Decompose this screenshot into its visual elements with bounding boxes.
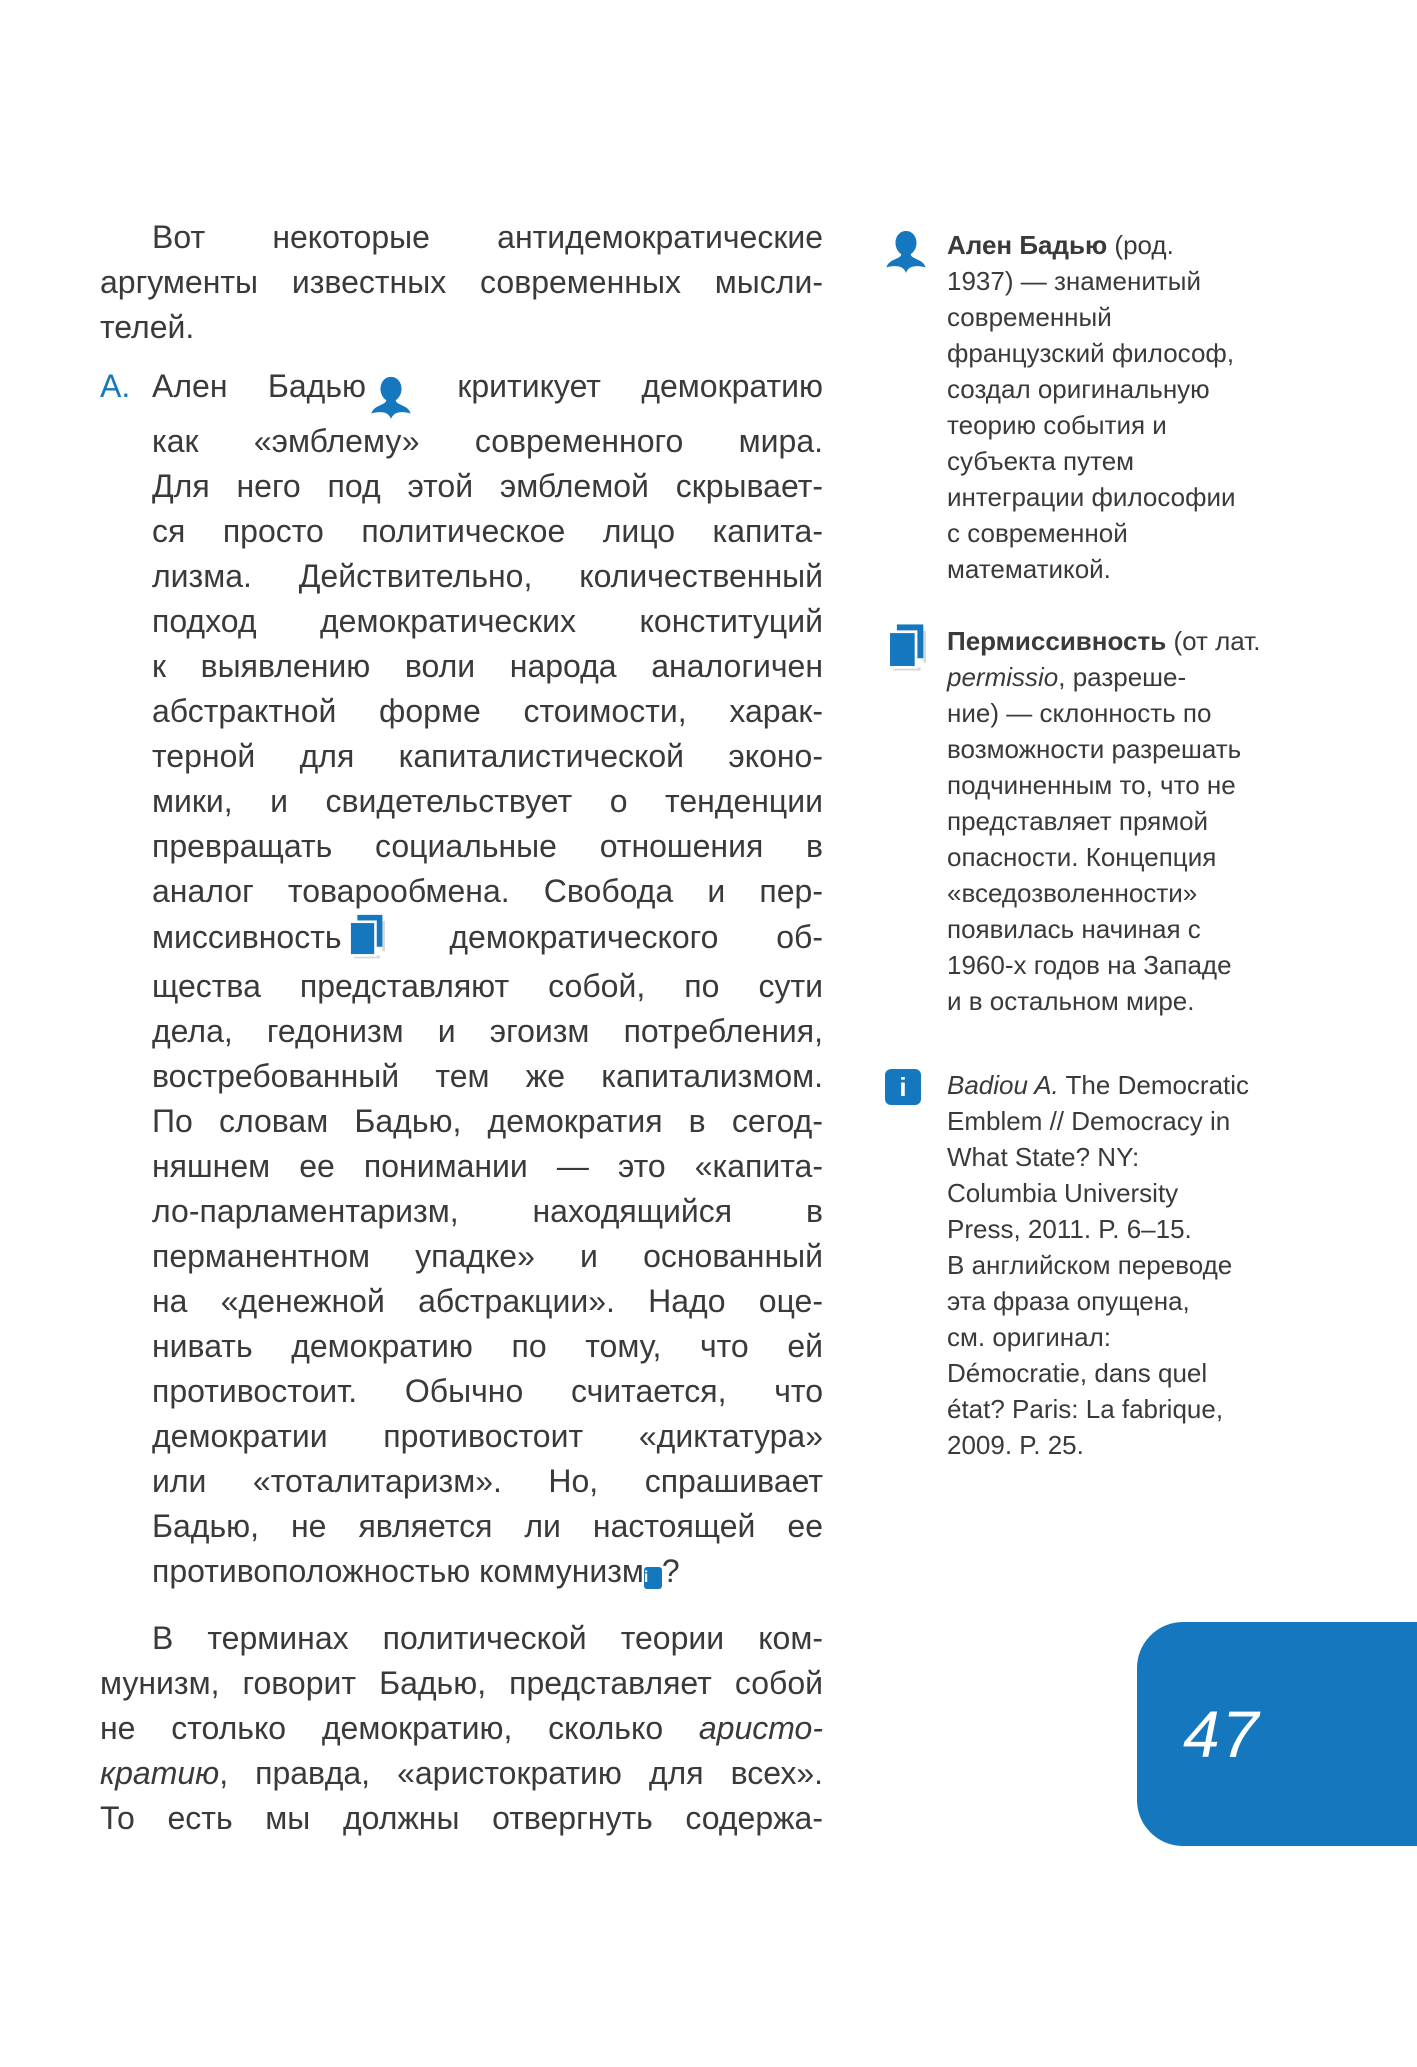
sidebar-note-icon-column [885,227,947,282]
page-number: 47 [1183,1697,1261,1771]
text-run: ние) — склонность по [947,698,1212,728]
text-run: Ален Бадью [152,368,366,404]
text-run: дела, гедонизм и эгоизм потребления, [152,1013,823,1049]
text-run: терной для капиталистической эконо- [152,738,823,774]
text-run: , правда, «аристократию для всех». [219,1755,823,1791]
text-line [152,779,823,824]
text-line [947,659,1285,695]
text-line [100,1661,823,1706]
text-line [947,1319,1285,1355]
sidebar-note-icon-column [885,1067,947,1105]
text-line [947,1067,1285,1103]
text-run: Ален Бадью [947,230,1108,260]
text-line [152,1189,823,1234]
text-run: ся просто политическое лицо капита- [152,513,823,549]
text-run: или «тоталитаризм». Но, спрашивает [152,1463,823,1499]
text-line [947,515,1285,551]
text-run: The Democratic [1058,1070,1250,1100]
paragraph-communism [100,1616,823,1841]
text-line [152,419,823,464]
text-line [947,767,1285,803]
text-line [152,1099,823,1144]
text-line [947,803,1285,839]
page-number-badge [1137,1622,1417,1846]
text-run: критикует демократию [417,368,824,404]
text-line [947,551,1285,587]
text-run: создал оригинальную [947,374,1210,404]
text-run: По словам Бадью, демократия в сегод- [152,1103,823,1139]
text-line [152,964,823,1009]
book-icon [885,623,927,677]
text-line [152,914,823,964]
text-line [152,1144,823,1189]
text-run: (род. [1107,230,1174,260]
text-line [947,731,1285,767]
text-run: аналог товарообмена. Свобода и пер- [152,873,823,909]
text-run: субъекта путем [947,446,1135,476]
text-line [152,599,823,644]
text-run: аристо- [698,1710,823,1746]
text-run: (от лат. [1166,626,1261,656]
text-run: противоположностью коммунизм [152,1553,644,1589]
text-line [947,623,1285,659]
text-line [100,1796,823,1841]
sidebar-note-text [947,1067,1285,1463]
text-line [947,911,1285,947]
text-line [947,479,1285,515]
text-line [152,1549,823,1594]
text-run: к выявлению воли народа аналогичен [152,648,823,684]
text-run: Press, 2011. P. 6–15. [947,1214,1192,1244]
sidebar-note [885,1067,1285,1463]
text-line [152,1234,823,1279]
text-run: появилась начиная с [947,914,1201,944]
text-run: Démocratie, dans quel [947,1358,1208,1388]
person-icon [885,229,927,273]
text-run: кратию [100,1755,220,1791]
list-item-a-text [152,364,823,1594]
text-run: Columbia University [947,1178,1179,1208]
text-run: опасности. Концепция [947,842,1217,872]
text-line [100,260,823,305]
text-line [152,509,823,554]
text-run: французский философ, [947,338,1235,368]
text-line [947,947,1285,983]
text-line [152,464,823,509]
text-run: , разреше- [1058,662,1187,692]
text-run: возможности разрешать [947,734,1242,764]
info-icon: i [644,1567,662,1589]
text-line [947,227,1285,263]
text-run: превращать социальные отношения в [152,828,823,864]
text-line [947,839,1285,875]
text-line [947,371,1285,407]
text-run: What State? NY: [947,1142,1140,1172]
text-run: не столько демократию, сколько [100,1710,699,1746]
text-line [152,1414,823,1459]
person-icon [368,375,414,419]
text-line [947,1211,1285,1247]
main-text-column [100,215,823,1841]
text-line [152,1324,823,1369]
text-line [947,1283,1285,1319]
text-line [947,875,1285,911]
text-run: представляет прямой [947,806,1209,836]
text-run: противостоит. Обычно считается, что [152,1373,823,1409]
text-line [947,263,1285,299]
text-line [152,1459,823,1504]
text-run: Вот некоторые антидемократические [152,219,823,255]
sidebar-note-text [947,227,1285,587]
text-line [152,869,823,914]
text-run: permissio [947,662,1059,692]
text-line [152,734,823,779]
text-line [152,644,823,689]
text-run: демократического об- [391,919,823,955]
text-line [947,1175,1285,1211]
text-line [152,824,823,869]
text-line [947,1103,1285,1139]
text-run: Бадью, не является ли настоящей ее [152,1508,823,1544]
text-run: Badiou A. [947,1070,1059,1100]
text-run: см. оригинал: [947,1322,1111,1352]
text-run: 2009. P. 25. [947,1430,1084,1460]
text-line [947,407,1285,443]
text-run: интеграции философии [947,482,1236,512]
text-run: востребованный тем же капитализмом. [152,1058,823,1094]
text-run: теорию события и [947,410,1167,440]
paragraph-intro [100,215,823,350]
text-run: Для него под этой эмблемой скрывает- [152,468,823,504]
text-run: демократии противостоит «диктатура» [152,1418,823,1454]
text-line [152,1369,823,1414]
text-run: 1960-х годов на Западе [947,950,1232,980]
text-run: état? Paris: La fabrique, [947,1394,1224,1424]
text-run: миссивность [152,919,342,955]
text-line [100,305,823,350]
text-run: и в остальном мире. [947,986,1195,1016]
text-line [152,1054,823,1099]
text-run: ло-парламентаризм, находящийся в [152,1193,823,1229]
text-run: абстрактной форме стоимости, харак- [152,693,823,729]
text-line [947,299,1285,335]
text-line [947,1247,1285,1283]
text-run: То есть мы должны отвергнуть содержа- [100,1800,823,1836]
text-run: телей. [100,309,195,345]
text-run: эта фраза опущена, [947,1286,1190,1316]
sidebar-note-text [947,623,1285,1019]
text-line [100,1706,823,1751]
text-run: «вседозволенности» [947,878,1198,908]
text-line [947,1391,1285,1427]
text-run: лизма. Действительно, количественный [152,558,823,594]
sidebar-note [885,623,1285,1019]
list-item-a [100,364,823,1594]
text-line [947,983,1285,1019]
text-run: современный [947,302,1112,332]
text-run: мунизм, говорит Бадью, представляет собой [100,1665,823,1701]
text-line [152,364,823,419]
text-run: Emblem // Democracy in [947,1106,1231,1136]
text-run: подход демократических конституций [152,603,823,639]
text-run: перманентном упадке» и основанный [152,1238,823,1274]
text-line [947,443,1285,479]
text-run: математикой. [947,554,1111,584]
text-line [100,1751,823,1796]
text-run: аргументы известных современных мысли- [100,264,823,300]
text-line [947,1355,1285,1391]
text-line [152,1009,823,1054]
text-line [947,695,1285,731]
text-line [947,1427,1285,1463]
text-run: нивать демократию по тому, что ей [152,1328,823,1364]
list-marker-a: А. [100,368,131,404]
text-line [947,335,1285,371]
text-run: В английском переводе [947,1250,1233,1280]
text-line [152,1504,823,1549]
text-line [152,689,823,734]
text-run: В терминах политической теории ком- [152,1620,823,1656]
text-line [100,1616,823,1661]
text-line [152,554,823,599]
sidebar-note-icon-column [885,623,947,686]
text-line [947,1139,1285,1175]
text-run: няшнем ее понимании — это «капита- [152,1148,823,1184]
text-run: ? [661,1553,680,1589]
text-line [152,1279,823,1324]
text-run: щества представляют собой, по сути [152,968,823,1004]
text-run: как «эмблему» современного мира. [152,423,823,459]
sidebar-notes [885,227,1285,1499]
info-icon: i [885,1069,921,1105]
text-run: 1937) — знаменитый [947,266,1202,296]
sidebar-note [885,227,1285,587]
text-run: мики, и свидетельствует о тенденции [152,783,823,819]
text-run: с современной [947,518,1128,548]
text-line [100,215,823,260]
text-run: Пермиссивность [947,626,1167,656]
book-icon [345,914,387,964]
text-run: на «денежной абстракции». Надо оце- [152,1283,823,1319]
text-run: подчиненным то, что не [947,770,1236,800]
